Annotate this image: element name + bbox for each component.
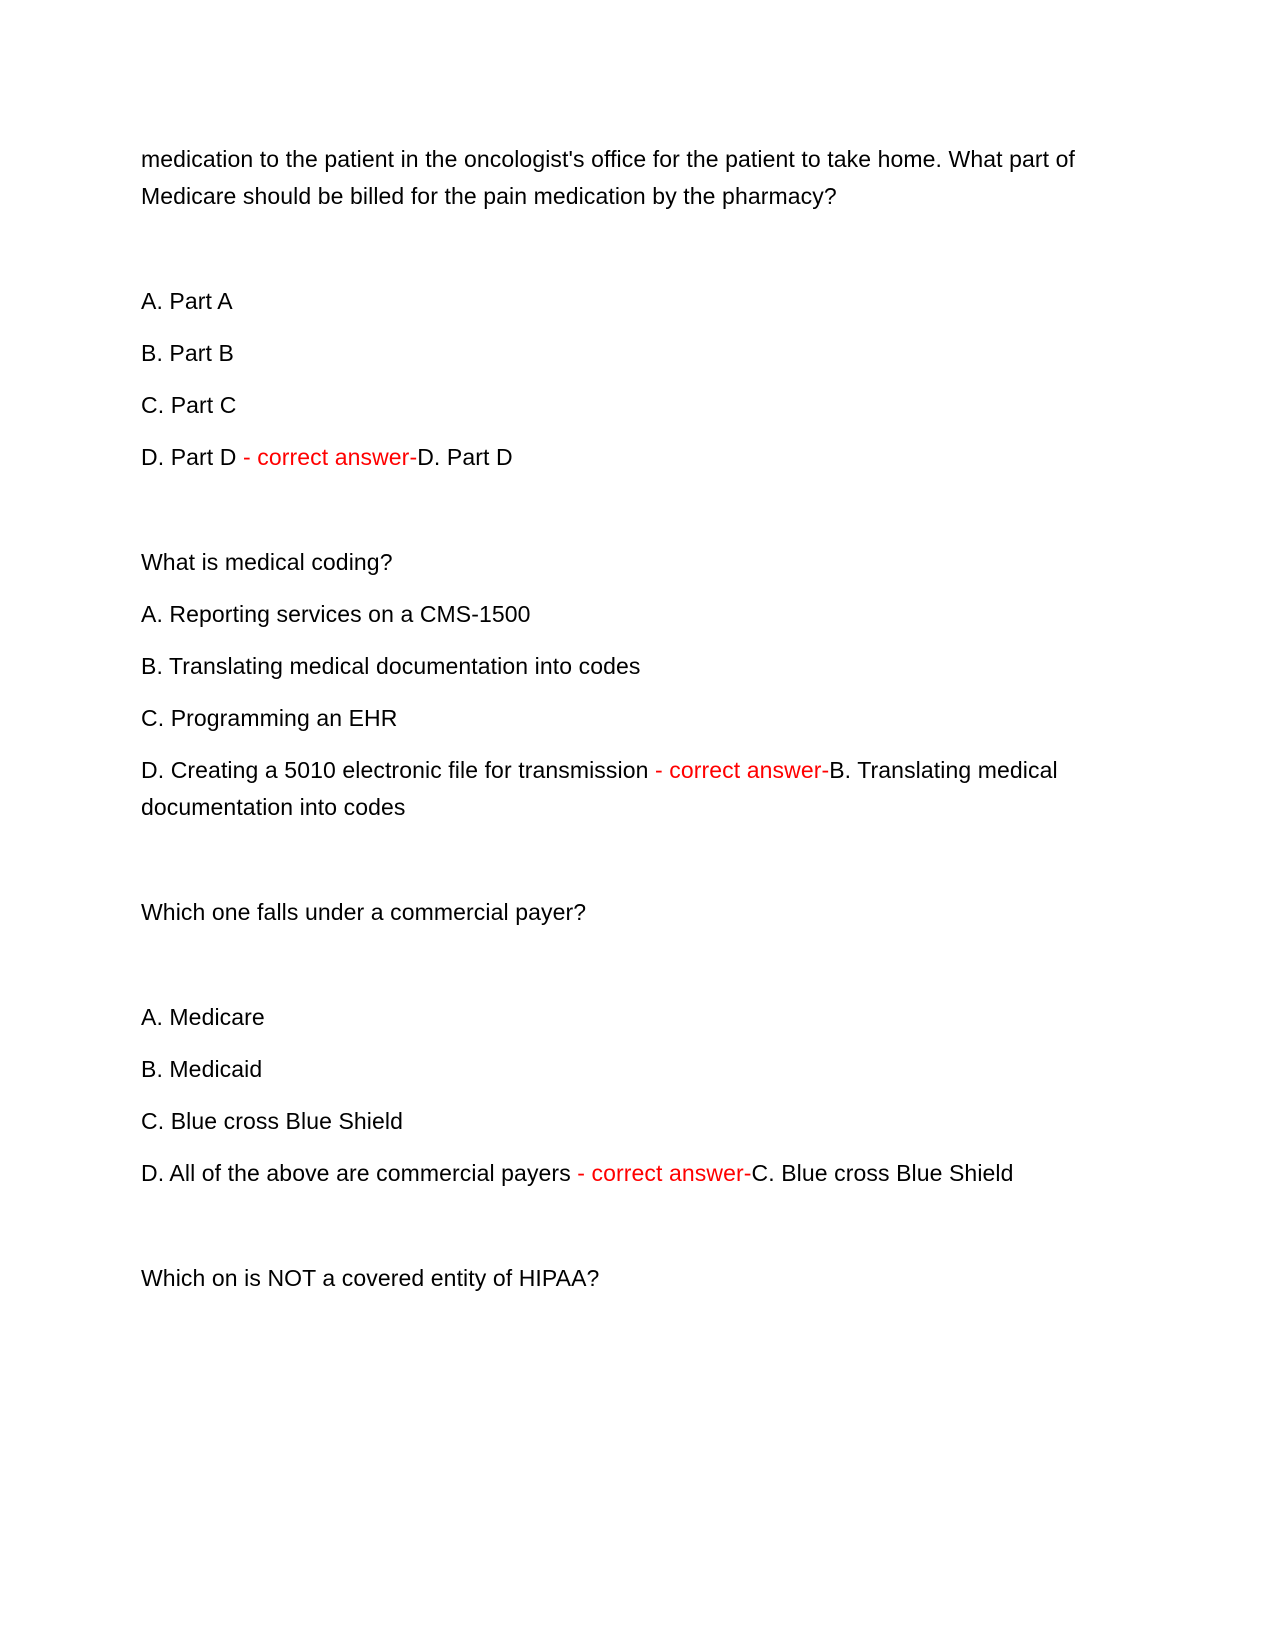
question-paragraph: [141, 141, 1135, 215]
answer-option-d-with-answer: [141, 439, 1135, 476]
answer-option-c: [141, 1103, 1135, 1140]
answer-option-d-with-answer: [141, 1155, 1135, 1192]
text-segment: C. Blue cross Blue Shield: [751, 1160, 1014, 1186]
text-segment: D. Creating a 5010 electronic file for transmission: [141, 757, 655, 783]
text-segment: B. Translating medical documentation into codes: [141, 653, 641, 679]
answer-option-a: [141, 283, 1135, 320]
answer-option-c: [141, 387, 1135, 424]
answer-option-a: [141, 999, 1135, 1036]
question-text: [141, 544, 1135, 581]
correct-answer-marker: - correct answer-: [242, 444, 418, 470]
question-text: [141, 894, 1135, 931]
text-segment: A. Medicare: [141, 1004, 265, 1030]
text-segment: C. Blue cross Blue Shield: [141, 1108, 404, 1134]
document-content: [141, 141, 1135, 1297]
text-segment: Which on is NOT a covered entity of HIPAA?: [141, 1265, 600, 1291]
answer-option-b: [141, 335, 1135, 372]
answer-option-b: [141, 1051, 1135, 1088]
text-segment: D. All of the above are commercial payers: [141, 1160, 578, 1186]
answer-option-a: [141, 596, 1135, 633]
answer-option-c: [141, 700, 1135, 737]
text-segment: B. Medicaid: [141, 1056, 263, 1082]
text-segment: B. Translating medical documentation into codes: [141, 757, 1058, 820]
text-segment: Which one falls under a commercial payer?: [141, 899, 587, 925]
text-segment: A. Reporting services on a CMS-1500: [141, 601, 531, 627]
text-segment: D. Part D: [141, 444, 243, 470]
answer-option-d-with-answer: [141, 752, 1135, 826]
text-segment: D. Part D: [417, 444, 513, 470]
text-segment: What is medical coding?: [141, 549, 393, 575]
text-segment: medication to the patient in the oncologist's office for the patient to take home. What part of Medicare should be billed for the pain medication by the pharmacy?: [141, 146, 1076, 209]
text-segment: B. Part B: [141, 340, 234, 366]
text-segment: C. Programming an EHR: [141, 705, 398, 731]
question-text: [141, 1260, 1135, 1297]
correct-answer-marker: - correct answer-: [655, 757, 830, 783]
correct-answer-marker: - correct answer-: [577, 1160, 752, 1186]
text-segment: A. Part A: [141, 288, 233, 314]
text-segment: C. Part C: [141, 392, 237, 418]
answer-option-b: [141, 648, 1135, 685]
